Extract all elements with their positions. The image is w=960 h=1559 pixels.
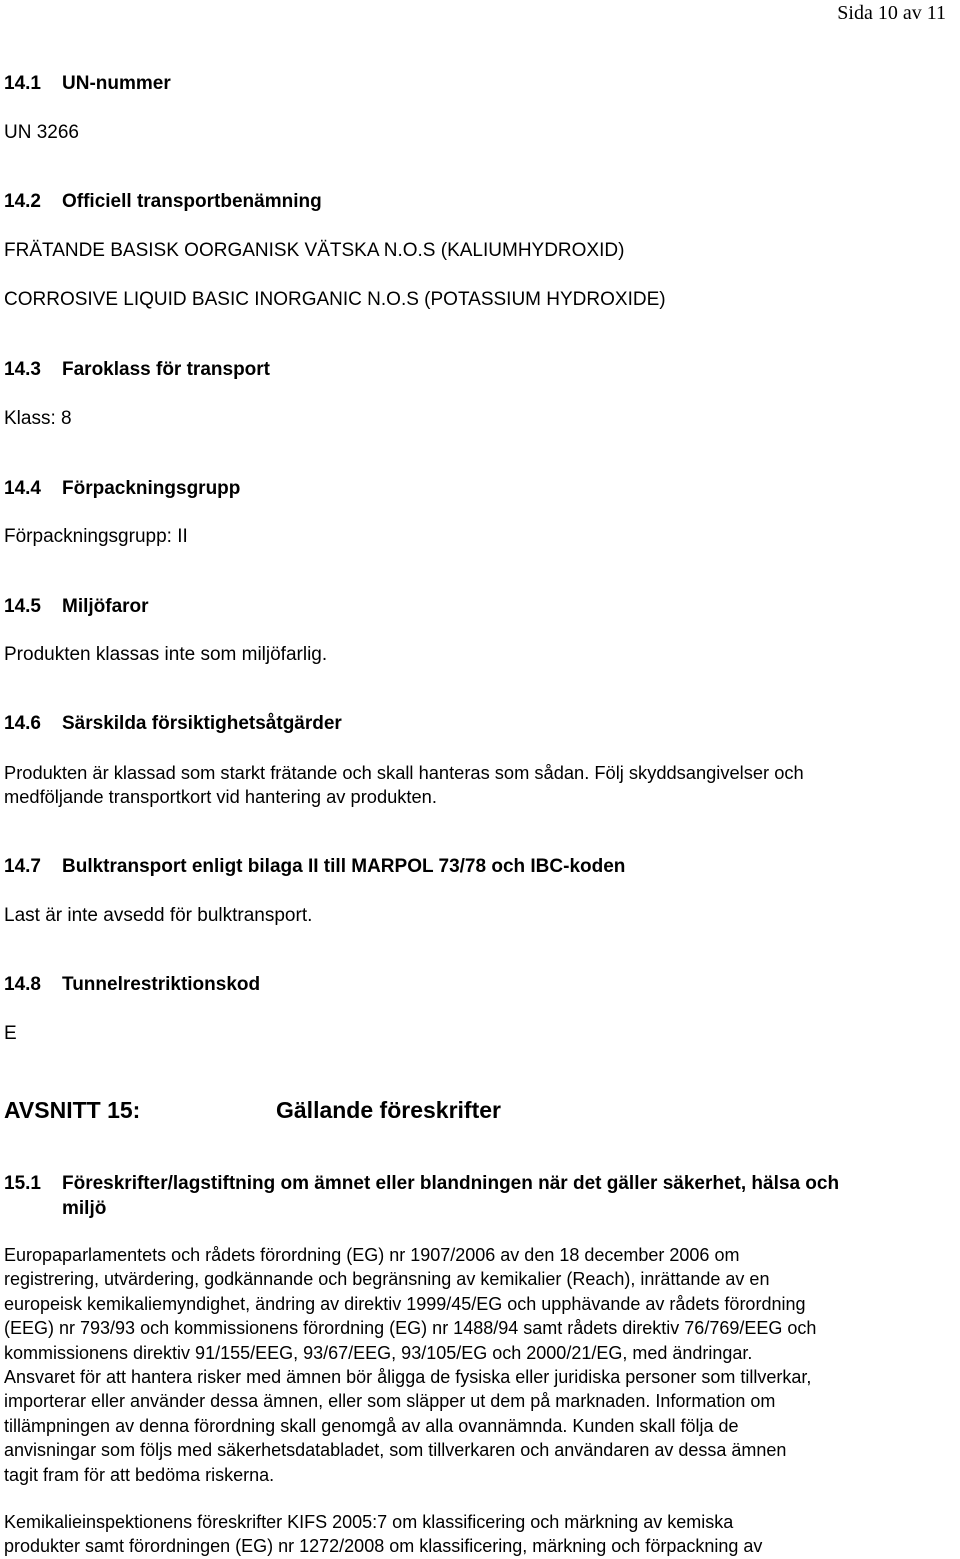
section-14-7-heading (4, 855, 625, 879)
section-title: Bulktransport enligt bilaga II till MARPOL 73/78 och IBC-koden (62, 856, 626, 877)
section-14-5-heading (4, 595, 149, 619)
section-title: Särskilda försiktighetsåtgärder (62, 713, 342, 734)
text-line: tillämpningen av denna förordning skall genomgå av alla ovannämnda. Kunden skall följa de (4, 1415, 739, 1436)
section-14-3-heading (4, 358, 270, 382)
section-number: 14.7 (4, 856, 41, 877)
section-number: 14.5 (4, 596, 41, 617)
section-number: 14.1 (4, 73, 41, 94)
text-line: produkter samt förordningen (EG) nr 1272/2008 om klassificering, märkning och förpackning av (4, 1536, 763, 1557)
section-14-1-value: UN 3266 (4, 122, 79, 143)
section-14-6-heading (4, 712, 342, 736)
section-14-2-value-line-1: FRÄTANDE BASISK OORGANISK VÄTSKA N.O.S (KALIUMHYDROXID) (4, 240, 625, 261)
section-14-4-heading (4, 477, 240, 501)
text-line: medföljande transportkort vid hantering av produkten. (4, 786, 437, 808)
text-line: (EEG) nr 793/93 och kommissionens förordning (EG) nr 1488/94 samt rådets direktiv 76/769/EEG och (4, 1318, 817, 1339)
text-line: tagit fram för att bedöma riskerna. (4, 1464, 275, 1485)
text-line: europeisk kemikaliemyndighet, ändring av direktiv 1999/45/EG och upphävande av rådets förordning (4, 1293, 806, 1314)
text-line: Ansvaret för att hantera risker med ämnen bör åligga de fysiska eller juridiska personer som tillverkar, (4, 1367, 812, 1388)
section-heading: Gällande föreskrifter (276, 1097, 501, 1123)
section-number: 14.8 (4, 974, 41, 995)
section-14-6-value (4, 761, 954, 810)
text-line: kommissionens direktiv 91/155/EEG, 93/67/EEG, 93/105/EG och 2000/21/EG, med ändringar. (4, 1342, 753, 1363)
section-14-7-value: Last är inte avsedd för bulktransport. (4, 905, 313, 926)
section-14-4-value: Förpackningsgrupp: II (4, 526, 188, 547)
section-title: Miljöfaror (62, 596, 149, 617)
section-title: Tunnelrestriktionskod (62, 974, 261, 995)
text-line: Produkten är klassad som starkt frätande och skall hanteras som sådan. Följ skyddsangivelser och (4, 762, 804, 783)
section-title: Officiell transportbenämning (62, 191, 322, 212)
section-title: UN-nummer (62, 73, 171, 94)
section-14-8-value: E (4, 1023, 17, 1044)
section-number: 14.2 (4, 191, 41, 212)
section-14-8-heading (4, 973, 260, 997)
section-14-2-heading (4, 190, 322, 214)
section-number: 14.3 (4, 359, 41, 380)
section-15-1-paragraph-1 (4, 1243, 954, 1487)
text-line: Europaparlamentets och rådets förordning (EG) nr 1907/2006 av den 18 december 2006 om (4, 1245, 740, 1265)
section-15-title (4, 1096, 501, 1124)
section-title-line-1: Föreskrifter/lagstiftning om ämnet eller blandningen när det gäller säkerhet, hälsa och (62, 1173, 840, 1194)
text-line: importerar eller använder dessa ämnen, eller som släpper ut dem på marknaden. Information om (4, 1391, 776, 1412)
section-label: AVSNITT 15: (4, 1097, 141, 1123)
section-14-3-value: Klass: 8 (4, 408, 72, 429)
section-number: 14.6 (4, 713, 41, 734)
text-line: registrering, utvärdering, godkännande och begränsning av kemikalier (Reach), inrättande av en (4, 1269, 770, 1290)
section-title-line-2: miljö (62, 1198, 107, 1219)
section-14-1-heading (4, 72, 171, 96)
section-title: Förpackningsgrupp (62, 478, 241, 499)
section-title: Faroklass för transport (62, 359, 270, 380)
section-14-5-value: Produkten klassas inte som miljöfarlig. (4, 644, 328, 665)
section-number: 14.4 (4, 478, 41, 499)
section-14-2-value-line-2: CORROSIVE LIQUID BASIC INORGANIC N.O.S (POTASSIUM HYDROXIDE) (4, 289, 666, 310)
page-number: Sida 10 av 11 (837, 2, 946, 24)
section-15-1-paragraph-2 (4, 1510, 954, 1559)
section-15-1-heading (4, 1171, 954, 1221)
section-number: 15.1 (4, 1173, 41, 1194)
text-line: anvisningar som följs med säkerhetsdatabladet, som tillverkaren och användaren av dessa ämnen (4, 1440, 787, 1461)
text-line: Kemikalieinspektionens föreskrifter KIFS 2005:7 om klassificering och märkning av kemiska (4, 1512, 734, 1532)
